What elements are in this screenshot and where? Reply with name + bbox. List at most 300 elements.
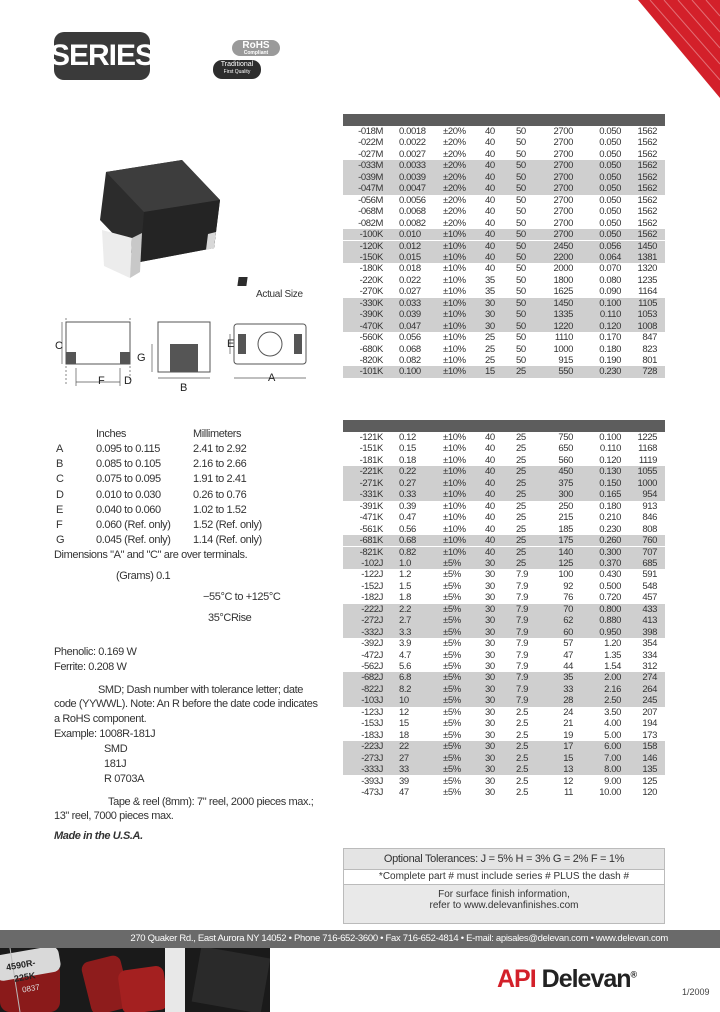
temp-range-spec: −55°C to +125°C xyxy=(203,591,281,603)
table-cell: 0.22 xyxy=(399,466,416,478)
table-cell: 0.082 xyxy=(399,355,421,366)
table-cell: 7.9 xyxy=(516,626,529,638)
table-cell: 0.33 xyxy=(399,489,416,501)
table-cell: 433 xyxy=(642,603,657,615)
table-cell: 0.056 xyxy=(399,332,421,344)
table-row xyxy=(343,661,665,672)
table-cell: 12 xyxy=(563,775,573,787)
marking-line-3: a RoHS component. xyxy=(54,713,147,725)
table-row xyxy=(343,286,665,297)
table-cell: 30 xyxy=(485,752,495,764)
table-cell: 50 xyxy=(516,343,526,355)
table-cell: 10.00 xyxy=(599,786,621,798)
table-cell: 0.050 xyxy=(599,217,621,229)
table-cell: 40 xyxy=(485,160,495,172)
table-cell: ±10% xyxy=(443,297,466,309)
table-cell: 25 xyxy=(516,443,526,455)
table-cell: -561K xyxy=(359,523,383,535)
table-cell: 728 xyxy=(642,366,657,378)
table-cell: ±5% xyxy=(443,775,461,787)
table-cell: 50 xyxy=(516,171,526,183)
table-cell: 801 xyxy=(642,355,657,366)
table-cell: 50 xyxy=(516,137,526,149)
table-cell: 0.056 xyxy=(599,240,621,252)
table-cell: ±10% xyxy=(443,466,466,478)
table-row xyxy=(343,684,665,695)
table-cell: 0.010 xyxy=(399,229,421,241)
table-cell: -022M xyxy=(358,137,383,149)
table-row xyxy=(343,195,665,206)
dimension-inches: 0.010 to 0.030 xyxy=(96,488,161,501)
table-cell: 76 xyxy=(563,592,573,604)
table-cell: 140 xyxy=(558,546,573,558)
table-cell: 62 xyxy=(563,615,573,627)
table-cell: ±10% xyxy=(443,251,466,263)
table-cell: 40 xyxy=(485,137,495,149)
table-cell: 2.00 xyxy=(604,672,621,684)
table-cell: 0.190 xyxy=(599,355,621,366)
table-cell: -047M xyxy=(358,183,383,195)
table-cell: 4.00 xyxy=(604,718,621,730)
table-cell: 0.120 xyxy=(599,454,621,466)
mm-header: Millimeters xyxy=(193,428,242,440)
table-cell: 9.00 xyxy=(604,775,621,787)
table-cell: 30 xyxy=(485,661,495,672)
table-cell: 7.9 xyxy=(516,661,529,672)
table-cell: 274 xyxy=(642,672,657,684)
dimension-label: C xyxy=(56,473,64,486)
table-cell: 70 xyxy=(563,603,573,615)
table-cell: 1055 xyxy=(637,466,657,478)
table-cell: 1164 xyxy=(638,286,657,298)
traditional-label: Traditional xyxy=(220,61,254,68)
table-cell: ±5% xyxy=(443,569,461,581)
table-cell: -271K xyxy=(359,477,383,489)
table-cell: ±5% xyxy=(443,729,461,741)
table-cell: 19 xyxy=(563,729,573,741)
table-cell: 7.9 xyxy=(516,649,529,661)
table-cell: 0.027 xyxy=(399,286,421,298)
table-cell: 0.018 xyxy=(399,263,421,275)
table-row xyxy=(343,776,665,787)
table-cell: 0.047 xyxy=(399,320,421,332)
table-cell: 3.3 xyxy=(399,626,412,638)
table-row xyxy=(343,206,665,217)
table-row xyxy=(343,455,665,466)
table-cell: 40 xyxy=(485,466,495,478)
contact-info: 270 Quaker Rd., East Aurora NY 14052 • Phone 716-652-3600 • Fax 716-652-4814 • E-mail: apisales@delevan.com • www.delevan.com xyxy=(130,933,668,944)
table-cell: 30 xyxy=(485,297,495,309)
table-cell: -330K xyxy=(359,297,383,309)
dimension-inches: 0.040 to 0.060 xyxy=(96,503,161,516)
table-cell: 0.022 xyxy=(399,274,421,286)
table-cell: 207 xyxy=(642,706,657,718)
table-cell: ±10% xyxy=(443,286,466,298)
table-cell: -152J xyxy=(361,580,383,592)
table-cell: 21 xyxy=(563,718,573,730)
table-cell: 25 xyxy=(516,477,526,489)
table-cell: ±5% xyxy=(443,580,461,592)
table-cell: ±20% xyxy=(443,171,466,183)
table-cell: -221K xyxy=(359,466,383,478)
table-row xyxy=(343,535,665,546)
table-cell: 1.5 xyxy=(399,580,412,592)
dimension-inches: 0.095 to 0.115 xyxy=(96,443,160,455)
table-cell: -220K xyxy=(359,274,383,286)
rohs-label: RoHS xyxy=(242,40,270,51)
table-cell: 50 xyxy=(516,183,526,195)
table-cell: -392J xyxy=(361,638,383,650)
table-cell: 30 xyxy=(485,775,495,787)
table-cell: 0.050 xyxy=(599,171,621,183)
table-cell: 0.500 xyxy=(599,580,621,592)
table-cell: -390K xyxy=(359,309,383,321)
table-cell: ±5% xyxy=(443,649,461,661)
table-cell: 25 xyxy=(516,512,526,524)
table-row xyxy=(343,443,665,454)
table-cell: -223J xyxy=(361,741,383,753)
table-cell: 548 xyxy=(642,580,657,592)
table-cell: ±10% xyxy=(443,355,466,366)
table-cell: 245 xyxy=(642,695,657,707)
table-cell: 312 xyxy=(642,661,657,672)
table-cell: 50 xyxy=(516,320,526,332)
table-row xyxy=(343,764,665,775)
table-cell: -560K xyxy=(359,332,383,344)
table-cell: 0.27 xyxy=(399,477,416,489)
table-cell: 40 xyxy=(485,206,495,218)
marking-line-2: code (YYWWL). Note: An R before the date code indicates xyxy=(54,698,318,710)
table-cell: -822J xyxy=(361,683,383,695)
table-cell: 30 xyxy=(485,672,495,684)
table-row xyxy=(343,569,665,580)
table-cell: 40 xyxy=(485,454,495,466)
product-image xyxy=(90,130,240,295)
table-cell: 25 xyxy=(485,343,495,355)
table-cell: ±5% xyxy=(443,557,461,569)
table-cell: ±20% xyxy=(443,217,466,229)
table-cell: ±5% xyxy=(443,741,461,753)
table-cell: 50 xyxy=(516,148,526,160)
table-cell: 0.210 xyxy=(599,512,621,524)
table-cell: ±10% xyxy=(443,263,466,275)
table-cell: 158 xyxy=(642,741,657,753)
dimension-label: G xyxy=(56,534,65,547)
table-cell: 35 xyxy=(563,672,573,684)
table-cell: 25 xyxy=(485,355,495,366)
table-row xyxy=(343,241,665,252)
table-cell: -273J xyxy=(361,752,383,764)
table-cell: -682J xyxy=(361,672,383,684)
table-cell: 0.080 xyxy=(599,274,621,286)
product-photo xyxy=(0,948,270,1012)
table-row xyxy=(343,332,665,343)
table-cell: ±10% xyxy=(443,546,466,558)
table-cell: 40 xyxy=(485,171,495,183)
table-cell: 2.5 xyxy=(516,764,529,776)
table-cell: 0.12 xyxy=(399,432,416,443)
table-row xyxy=(343,753,665,764)
table-cell: -153J xyxy=(361,718,383,730)
weight-spec: (Grams) 0.1 xyxy=(116,570,171,582)
table-cell: 760 xyxy=(642,535,657,547)
table-row xyxy=(343,707,665,718)
table-cell: 1110 xyxy=(554,332,573,344)
dimension-mm: 1.14 (Ref. only) xyxy=(193,534,262,547)
dimensions-note: Dimensions "A" and "C" are over terminals. xyxy=(54,549,248,561)
table-row xyxy=(343,432,665,443)
table-cell: 33 xyxy=(399,764,409,776)
marking-example-1: SMD xyxy=(104,743,128,755)
table-cell: 30 xyxy=(485,764,495,776)
table-cell: 0.0082 xyxy=(399,217,426,229)
table-cell: 25 xyxy=(516,366,526,378)
table-cell: 25 xyxy=(516,466,526,478)
table-cell: -102J xyxy=(361,557,383,569)
table-cell: 0.100 xyxy=(399,366,421,378)
dimension-inches: 0.060 (Ref. only) xyxy=(96,519,171,531)
table-cell: ±10% xyxy=(443,512,466,524)
table-cell: 2700 xyxy=(553,229,573,241)
table-cell: 685 xyxy=(642,557,657,569)
table-cell: 5.6 xyxy=(399,661,412,672)
table-row xyxy=(343,638,665,649)
table-cell: 30 xyxy=(485,569,495,581)
table-cell: 30 xyxy=(485,741,495,753)
table-cell: 30 xyxy=(485,320,495,332)
table-cell: -121K xyxy=(359,432,383,443)
table-cell: 1008 xyxy=(637,320,657,332)
table-row xyxy=(343,787,665,798)
table-cell: ±5% xyxy=(443,752,461,764)
table-row xyxy=(343,321,665,332)
table-cell: 0.39 xyxy=(399,500,416,512)
table-cell: 915 xyxy=(558,355,573,366)
table-cell: -082M xyxy=(358,217,383,229)
table-cell: 375 xyxy=(558,477,573,489)
table-cell: 0.180 xyxy=(599,500,621,512)
table-cell: 8.00 xyxy=(604,764,621,776)
table-cell: 0.0033 xyxy=(399,160,426,172)
table-cell: 1.54 xyxy=(604,661,621,672)
table-cell: 7.9 xyxy=(516,603,529,615)
table-cell: 17 xyxy=(563,741,573,753)
table-cell: 2.5 xyxy=(516,718,529,730)
table-row xyxy=(343,298,665,309)
table-cell: 1168 xyxy=(638,443,657,455)
dimension-label: D xyxy=(56,488,64,501)
table-cell: 11 xyxy=(563,786,573,798)
table-cell: 707 xyxy=(642,546,657,558)
table-cell: -473J xyxy=(361,786,383,798)
table-cell: 50 xyxy=(516,126,526,137)
table-row xyxy=(343,547,665,558)
table-cell: 30 xyxy=(485,626,495,638)
table-cell: 125 xyxy=(558,557,573,569)
dimension-mm: 1.91 to 2.41 xyxy=(193,473,247,486)
table-cell: 1119 xyxy=(638,454,657,466)
table1-header-bar xyxy=(343,114,665,126)
traditional-sub: First Quality xyxy=(223,69,251,75)
table-row xyxy=(343,309,665,320)
logo-delevan: Delevan xyxy=(541,965,631,993)
marking-line-1: SMD; Dash number with tolerance letter; date xyxy=(98,684,303,696)
table-cell: 22 xyxy=(399,741,409,753)
corner-stripe-decoration xyxy=(590,0,720,130)
table-cell: 1225 xyxy=(637,432,657,443)
table-cell: 0.170 xyxy=(599,332,621,344)
table-cell: ±5% xyxy=(443,683,461,695)
table-cell: 4.7 xyxy=(399,649,412,661)
table-cell: 35 xyxy=(485,286,495,298)
table-cell: -681K xyxy=(359,535,383,547)
table-cell: 175 xyxy=(558,535,573,547)
marking-example-2: 181J xyxy=(104,758,127,770)
table-cell: 0.150 xyxy=(599,477,621,489)
table-cell: ±10% xyxy=(443,500,466,512)
table-cell: 6.00 xyxy=(604,741,621,753)
table-row xyxy=(343,252,665,263)
table-cell: 44 xyxy=(563,661,573,672)
dimension-mm: 2.16 to 2.66 xyxy=(193,458,247,471)
table-cell: 1.2 xyxy=(399,569,412,581)
table-cell: 808 xyxy=(642,523,657,535)
dimension-label: F xyxy=(56,519,63,531)
table-cell: 15 xyxy=(485,366,495,378)
finish-line-2: refer to www.delevanfinishes.com xyxy=(429,900,579,911)
table-cell: 0.370 xyxy=(599,557,621,569)
table-cell: 215 xyxy=(558,512,573,524)
rohs-sub: Compliant xyxy=(243,50,269,56)
table-cell: 30 xyxy=(485,615,495,627)
logo-api: API xyxy=(497,965,536,993)
table-cell: -182J xyxy=(361,592,383,604)
dimension-mm: 2.41 to 2.92 xyxy=(193,443,247,455)
table-cell: -151K xyxy=(359,443,383,455)
table-cell: 0.110 xyxy=(599,309,621,321)
table-row xyxy=(343,126,665,137)
table-row xyxy=(343,650,665,661)
table-cell: ±5% xyxy=(443,764,461,776)
table-cell: 2000 xyxy=(553,263,573,275)
dim-label-a: A xyxy=(268,372,276,384)
table-cell: 0.15 xyxy=(399,443,416,455)
table-cell: 30 xyxy=(485,603,495,615)
table-cell: 5.00 xyxy=(604,729,621,741)
table-cell: 7.9 xyxy=(516,615,529,627)
table2-header-bar xyxy=(343,420,665,432)
table-cell: 1562 xyxy=(637,148,657,160)
table-cell: 560 xyxy=(558,454,573,466)
table-row xyxy=(343,160,665,171)
table-cell: 30 xyxy=(485,638,495,650)
table-cell: 2.5 xyxy=(516,775,529,787)
table-cell: 7.9 xyxy=(516,592,529,604)
table-cell: 25 xyxy=(516,432,526,443)
table-cell: 1381 xyxy=(637,251,657,263)
table-cell: 0.950 xyxy=(599,626,621,638)
table-cell: 40 xyxy=(485,512,495,524)
table-cell: -068M xyxy=(358,206,383,218)
photo-label-2: 225K xyxy=(13,970,37,984)
table-cell: 1105 xyxy=(638,297,657,309)
table-cell: ±5% xyxy=(443,638,461,650)
table-cell: 0.0022 xyxy=(399,137,426,149)
table-cell: ±10% xyxy=(443,477,466,489)
table-cell: 2700 xyxy=(553,206,573,218)
table-row xyxy=(343,730,665,741)
table-cell: 2.50 xyxy=(604,695,621,707)
table-cell: 50 xyxy=(516,355,526,366)
table-cell: -272J xyxy=(361,615,383,627)
table-cell: 50 xyxy=(516,217,526,229)
optional-tolerances: Optional Tolerances: J = 5% H = 3% G = 2% F = 1% xyxy=(343,848,665,870)
table-cell: 2700 xyxy=(553,137,573,149)
table-row xyxy=(343,581,665,592)
table-cell: -331K xyxy=(359,489,383,501)
table-cell: 0.050 xyxy=(599,183,621,195)
table-cell: 0.100 xyxy=(599,432,621,443)
table-cell: 2700 xyxy=(553,171,573,183)
table-row xyxy=(343,366,665,377)
table-cell: 0.068 xyxy=(399,343,421,355)
table-cell: -122J xyxy=(361,569,383,581)
table-cell: 50 xyxy=(516,263,526,275)
table-cell: 135 xyxy=(642,764,657,776)
table-cell: -391K xyxy=(359,500,383,512)
table-cell: 0.050 xyxy=(599,126,621,137)
table-cell: 40 xyxy=(485,148,495,160)
table-cell: 0.070 xyxy=(599,263,621,275)
table-cell: 2.2 xyxy=(399,603,412,615)
dimension-mm: 0.26 to 0.76 xyxy=(193,488,247,501)
table-cell: 50 xyxy=(516,206,526,218)
table-cell: 13 xyxy=(563,764,573,776)
table-cell: 39 xyxy=(399,775,409,787)
table-row xyxy=(343,137,665,148)
finish-line-1: For surface finish information, xyxy=(438,889,570,900)
table-cell: 40 xyxy=(485,183,495,195)
table-cell: 60 xyxy=(563,626,573,638)
table-cell: 1450 xyxy=(553,297,573,309)
table-cell: 0.110 xyxy=(599,443,621,455)
table-cell: -821K xyxy=(359,546,383,558)
table-cell: 25 xyxy=(516,500,526,512)
table-row xyxy=(343,604,665,615)
table-cell: 823 xyxy=(642,343,657,355)
table-cell: 354 xyxy=(642,638,657,650)
table-cell: -562J xyxy=(361,661,383,672)
table-row xyxy=(343,627,665,638)
rohs-badge xyxy=(232,40,280,56)
table-cell: -033M xyxy=(358,160,383,172)
table-cell: 0.165 xyxy=(599,489,621,501)
table-cell: 40 xyxy=(485,126,495,137)
table-cell: 1562 xyxy=(637,171,657,183)
table-cell: 30 xyxy=(485,706,495,718)
table-cell: ±5% xyxy=(443,603,461,615)
table-cell: 2.5 xyxy=(516,706,529,718)
table-cell: 40 xyxy=(485,217,495,229)
table-cell: -103J xyxy=(361,695,383,707)
table-cell: 1320 xyxy=(637,263,657,275)
table-cell: ±10% xyxy=(443,320,466,332)
table-cell: -680K xyxy=(359,343,383,355)
table-cell: 8.2 xyxy=(399,683,412,695)
table-cell: -101K xyxy=(359,366,383,378)
table-cell: -472J xyxy=(361,649,383,661)
table-row xyxy=(343,355,665,366)
